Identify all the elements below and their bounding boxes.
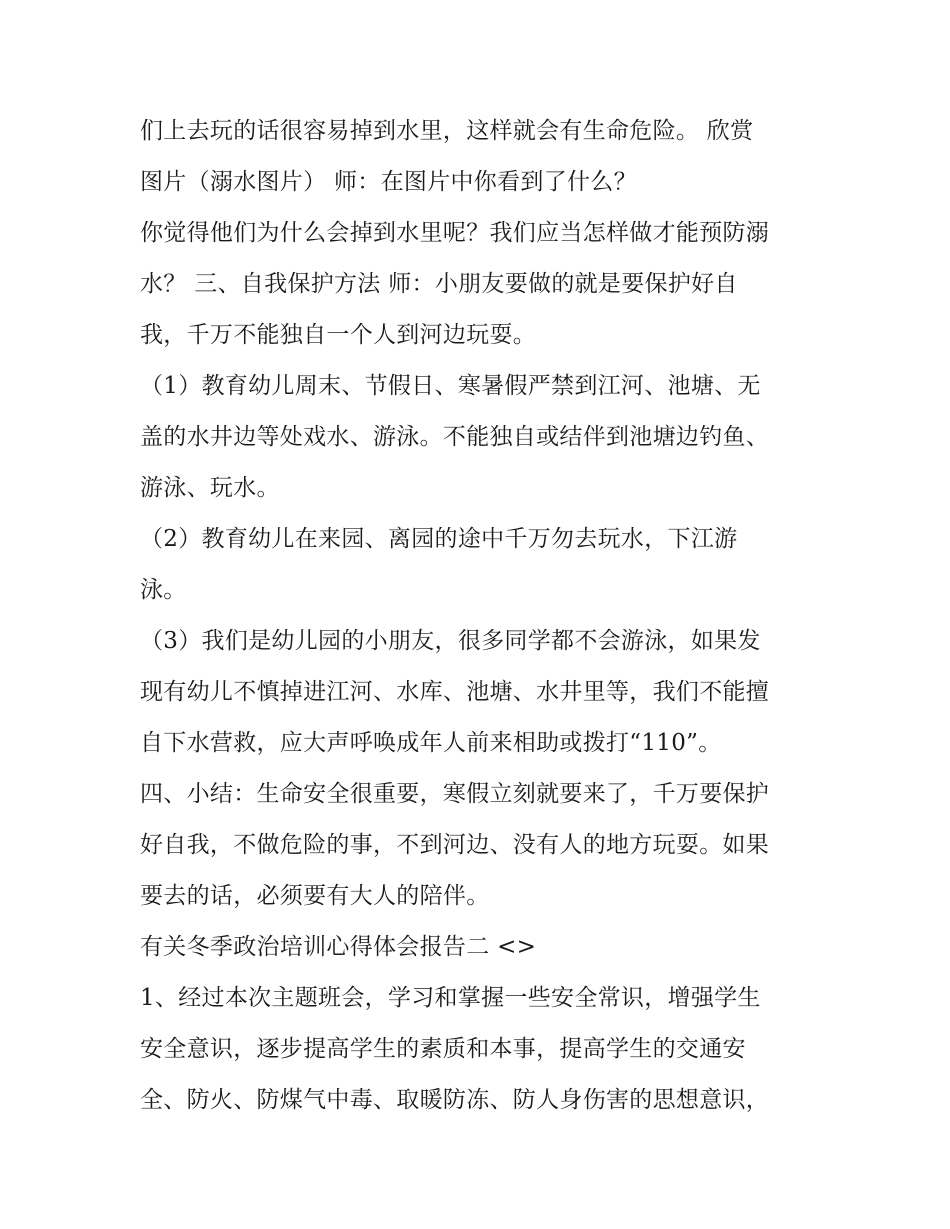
section-heading: 有关冬季政治培训心得体会报告二 <> xyxy=(140,934,537,960)
text-line: 好自我，不做危险的事，不到河边、没有人的地方玩耍。如果 xyxy=(140,832,770,858)
text-line: 自下水营救，应大声呼唤成年人前来相助或拨打“110”。 xyxy=(140,730,722,756)
text-line: 你觉得他们为什么会掉到水里呢？我们应当怎样做才能预防溺 xyxy=(140,220,770,246)
text-line: （1）教育幼儿周末、节假日、寒暑假严禁到江河、池塘、无 xyxy=(140,373,761,399)
text-line: 图片（溺水图片） 师：在图片中你看到了什么？ xyxy=(140,169,637,195)
text-line: 要去的话，必须要有大人的陪伴。 xyxy=(140,883,490,909)
text-line: （3）我们是幼儿园的小朋友，很多同学都不会游泳，如果发 xyxy=(140,628,761,654)
text-line: 泳。 xyxy=(140,577,187,603)
text-line: 水？ 三、自我保护方法 师：小朋友要做的就是要保护好自 xyxy=(140,271,738,297)
body-text xyxy=(140,106,820,1126)
text-line: 们上去玩的话很容易掉到水里，这样就会有生命危险。 欣赏 xyxy=(140,118,754,144)
text-line: 四、小结：生命安全很重要，寒假立刻就要来了，千万要保护 xyxy=(140,781,770,807)
text-line: 安全意识，逐步提高学生的素质和本事，提高学生的交通安 xyxy=(140,1036,746,1062)
text-line: 现有幼儿不慎掉进江河、水库、池塘、水井里等，我们不能擅 xyxy=(140,679,770,705)
text-line: 1、经过本次主题班会，学习和掌握一些安全常识，增强学生 xyxy=(140,985,761,1011)
text-line: 盖的水井边等处戏水、游泳。不能独自或结伴到池塘边钓鱼、 xyxy=(140,424,770,450)
text-line: （2）教育幼儿在来园、离园的途中千万勿去玩水，下江游 xyxy=(140,526,738,552)
text-line: 游泳、玩水。 xyxy=(140,475,280,501)
text-line: 我，千万不能独自一个人到河边玩耍。 xyxy=(140,322,537,348)
text-line: 全、防火、防煤气中毒、取暖防冻、防人身伤害的思想意识， xyxy=(140,1087,770,1113)
